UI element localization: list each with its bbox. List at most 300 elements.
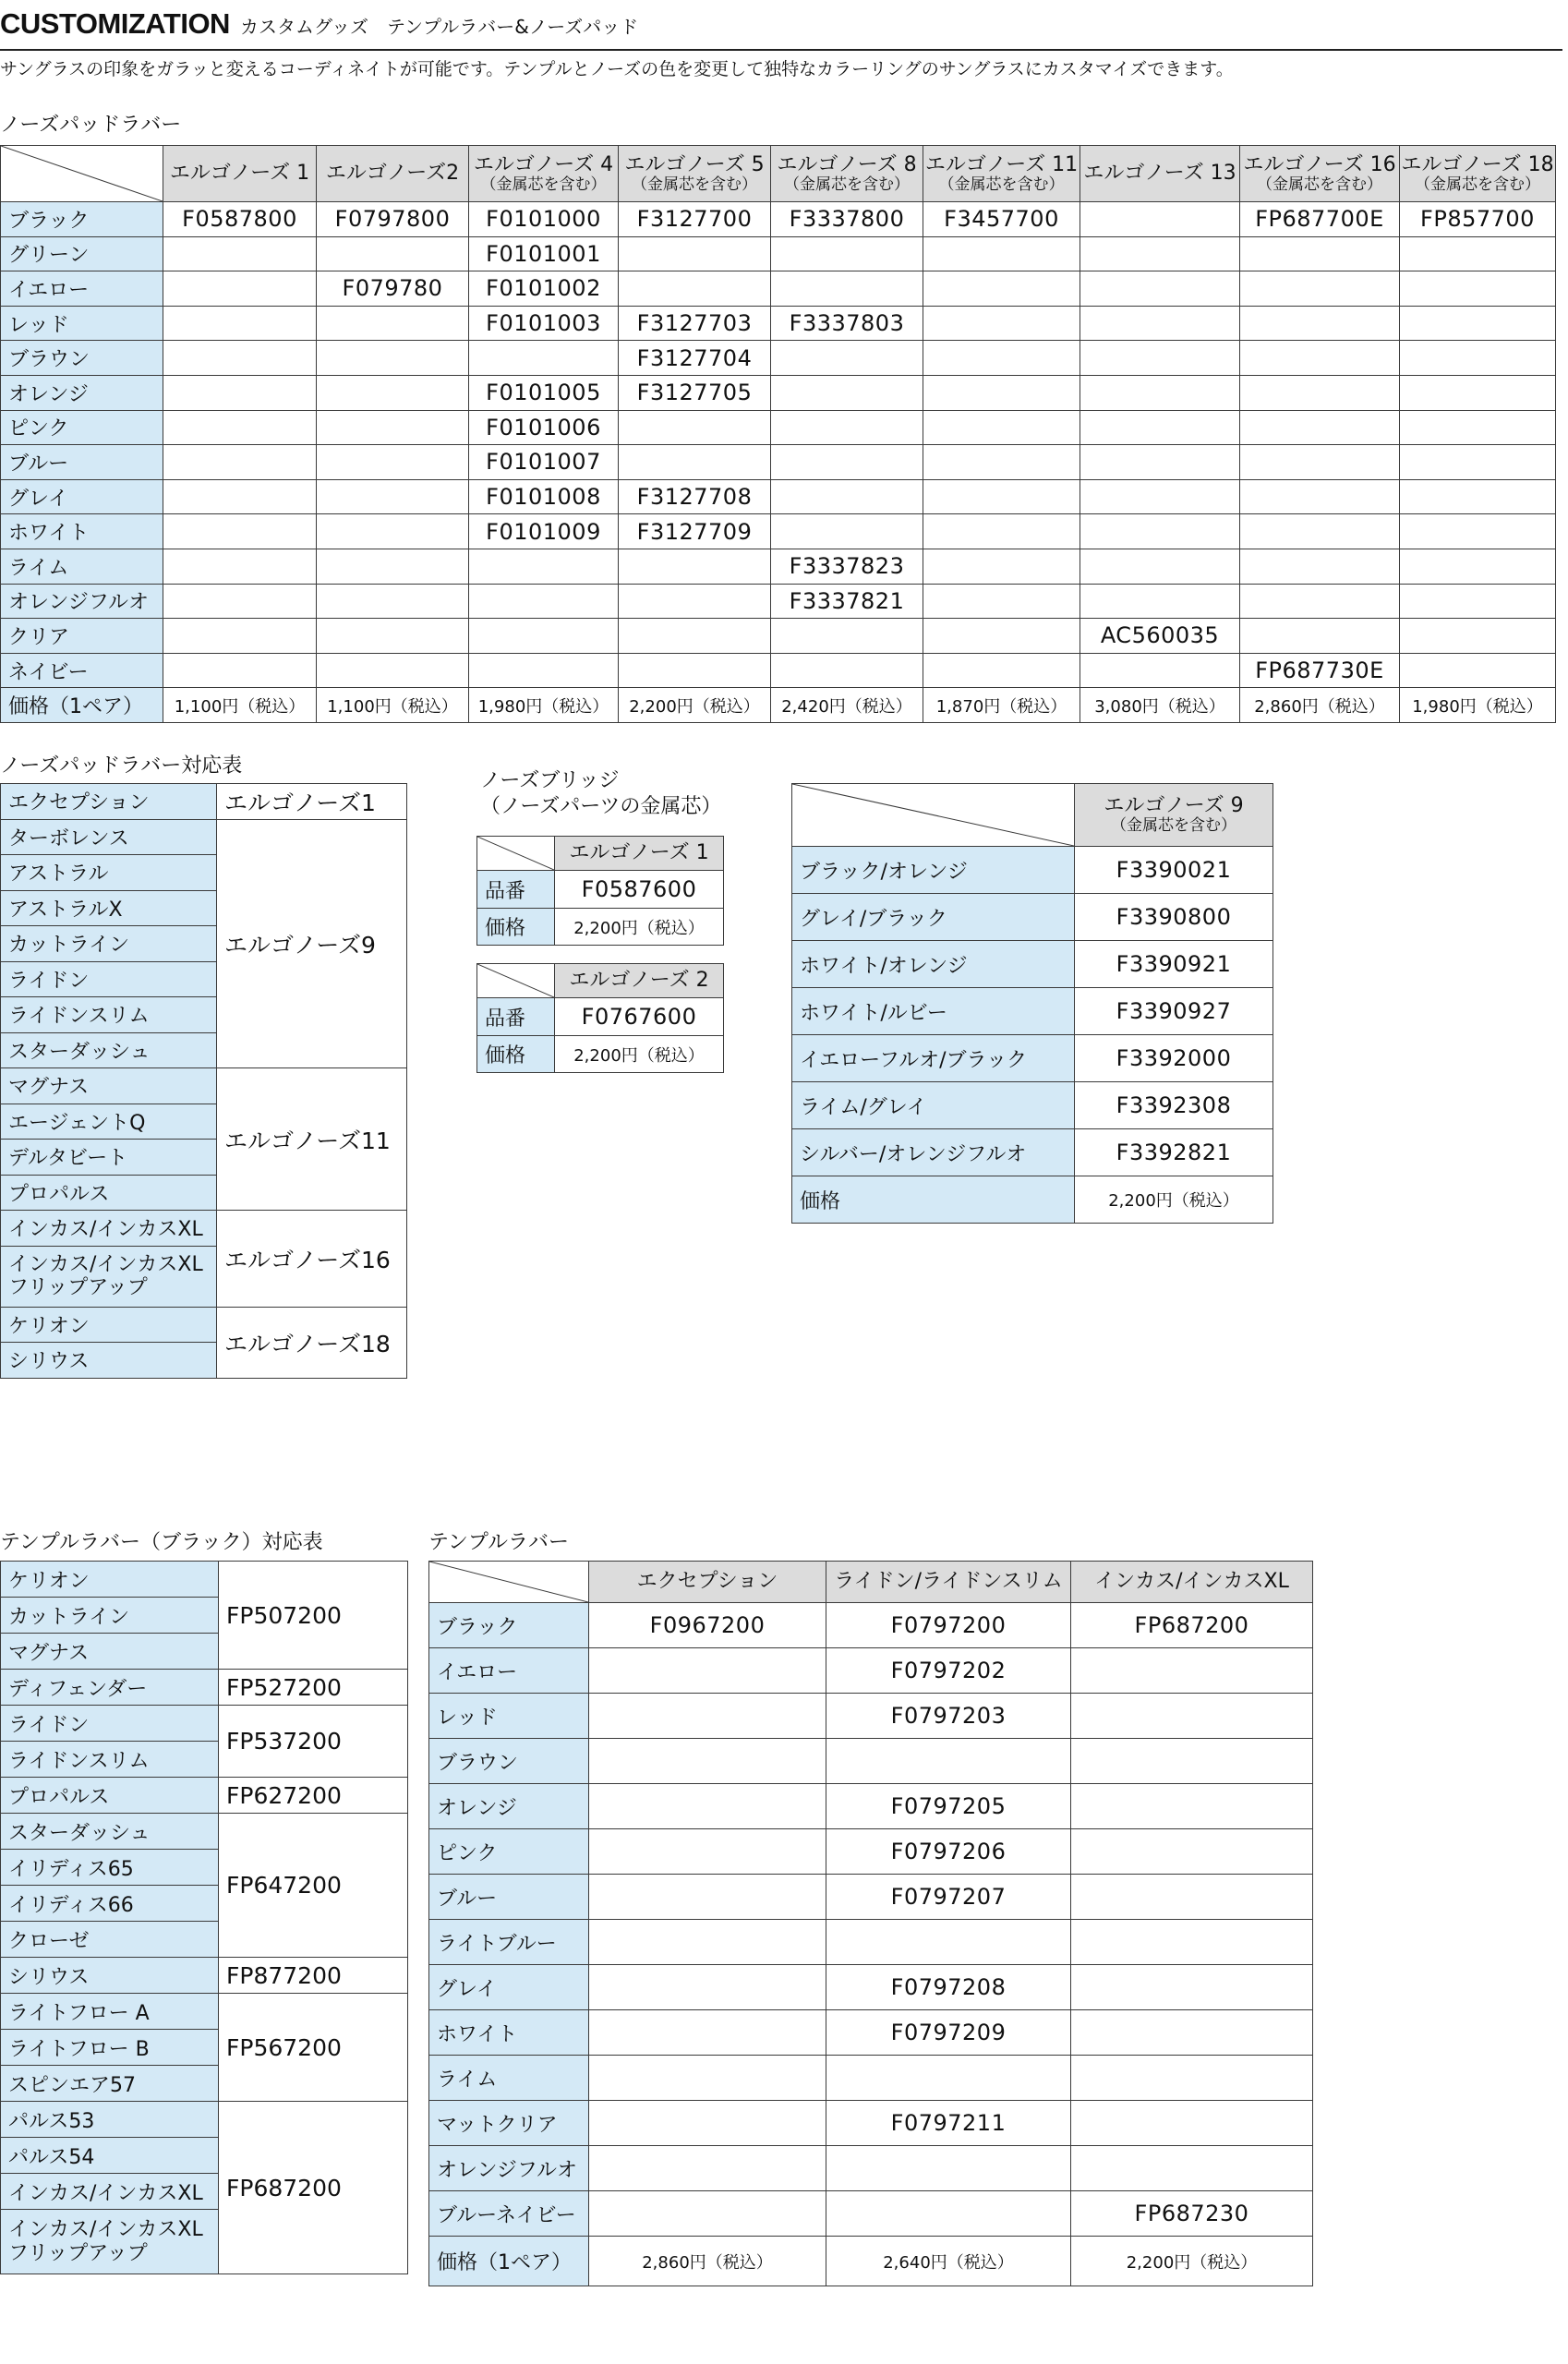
part-number-cell xyxy=(1080,479,1240,514)
part-number-cell xyxy=(469,584,619,619)
column-subname: （金属芯を含む） xyxy=(1257,175,1382,194)
row-label: グリーン xyxy=(1,236,163,271)
model-name: ライトフロー A xyxy=(1,1994,219,2030)
part-number-cell xyxy=(923,236,1080,271)
corner-cell xyxy=(1,146,163,202)
part-number-cell: F0767600 xyxy=(555,998,724,1036)
part-number-cell: F3390921 xyxy=(1075,941,1273,988)
page-subtitle: カスタムグッズ テンプルラバー&ノーズパッド xyxy=(240,16,639,38)
part-number-cell xyxy=(1071,1784,1313,1829)
model-name: マグナス xyxy=(1,1634,219,1670)
part-number-cell xyxy=(589,1829,826,1875)
part-number-cell: F0797209 xyxy=(826,2010,1071,2056)
column-header xyxy=(1400,146,1556,202)
table-row xyxy=(1,653,1556,688)
part-number-cell: F3390800 xyxy=(1075,894,1273,941)
part-number-cell xyxy=(163,653,317,688)
table-row xyxy=(429,2191,1313,2237)
part-number-cell xyxy=(469,619,619,654)
model-name: ケリオン xyxy=(1,1562,219,1598)
part-number-cell xyxy=(163,619,317,654)
part-number-cell: AC560035 xyxy=(1080,619,1240,654)
temple-rubber-table xyxy=(428,1561,1313,2286)
table-row xyxy=(1,1706,408,1742)
part-number-cell xyxy=(1071,1829,1313,1875)
part-number-cell: F0101007 xyxy=(469,445,619,480)
price-label: 価格 xyxy=(477,909,555,946)
row-label: マットクリア xyxy=(429,2101,589,2146)
model-name: シリウス xyxy=(1,1343,217,1379)
part-number-cell: F0101003 xyxy=(469,306,619,341)
column-subname: （金属芯を含む） xyxy=(938,175,1065,194)
table-row xyxy=(429,1965,1313,2010)
diagonal-line xyxy=(477,837,554,870)
table-row xyxy=(1,584,1556,619)
model-name: パルス54 xyxy=(1,2138,219,2174)
price-cell: 1,980円（税込） xyxy=(469,688,619,723)
part-number-cell xyxy=(1400,479,1556,514)
table-row xyxy=(1,341,1556,376)
table-row xyxy=(1,479,1556,514)
nose-pad-table xyxy=(0,145,1556,723)
part-number-cell xyxy=(1240,514,1400,549)
page-header xyxy=(0,7,1562,51)
part-number-cell: FP687700E xyxy=(1240,202,1400,237)
part-number-cell xyxy=(619,271,771,307)
model-name: アストラルX xyxy=(1,890,217,926)
part-number-cell xyxy=(317,445,469,480)
row-label: ホワイト/ルビー xyxy=(792,988,1075,1035)
part-number-cell xyxy=(923,306,1080,341)
price-cell: 2,420円（税込） xyxy=(771,688,923,723)
model-name: マグナス xyxy=(1,1068,217,1104)
part-number-cell xyxy=(163,584,317,619)
row-label: ブルーネイビー xyxy=(429,2191,589,2237)
part-number-cell xyxy=(826,2191,1071,2237)
part-number-cell xyxy=(1240,479,1400,514)
table-row xyxy=(792,894,1273,941)
part-number-cell xyxy=(771,479,923,514)
row-label: ホワイト xyxy=(429,2010,589,2056)
part-number-cell: F3127704 xyxy=(619,341,771,376)
table-row xyxy=(792,847,1273,894)
row-label: 品番 xyxy=(477,998,555,1036)
part-number-cell xyxy=(1080,410,1240,445)
column-header xyxy=(1240,146,1400,202)
column-header xyxy=(619,146,771,202)
model-name: インカス/インカスXL xyxy=(1,1211,217,1247)
table-row xyxy=(429,2101,1313,2146)
part-number-cell xyxy=(469,653,619,688)
part-number-cell: F0797206 xyxy=(826,1829,1071,1875)
model-name: ライドン xyxy=(1,1706,219,1742)
part-number-cell: F3127705 xyxy=(619,375,771,410)
nose-bridge-table xyxy=(476,963,724,1073)
table-row xyxy=(429,1648,1313,1694)
part-number-cell xyxy=(589,1694,826,1739)
part-number-cell: F0101002 xyxy=(469,271,619,307)
part-number-cell xyxy=(826,2056,1071,2101)
row-label: オレンジ xyxy=(1,375,163,410)
corner-cell xyxy=(477,964,555,998)
nose-bridge-title-line2: （ノーズパーツの金属芯） xyxy=(480,794,722,818)
table-row xyxy=(429,1694,1313,1739)
part-number-cell xyxy=(1080,514,1240,549)
part-number-cell xyxy=(163,479,317,514)
part-number-cell xyxy=(1240,410,1400,445)
part-number-cell xyxy=(589,1784,826,1829)
part-number-cell: F3457700 xyxy=(923,202,1080,237)
part-number-cell: FP877200 xyxy=(219,1958,408,1994)
part-number-cell: FP627200 xyxy=(219,1778,408,1814)
model-name: ライトフロー B xyxy=(1,2030,219,2066)
part-number-cell: FP537200 xyxy=(219,1706,408,1778)
part-number-cell xyxy=(1080,584,1240,619)
column-name: エルゴノーズ 8 xyxy=(777,152,917,176)
column-header xyxy=(923,146,1080,202)
part-number-cell xyxy=(1400,549,1556,584)
part-number-cell: FP507200 xyxy=(219,1562,408,1670)
part-number-cell: F3127703 xyxy=(619,306,771,341)
part-number-cell: F0797800 xyxy=(317,202,469,237)
table-row xyxy=(1,445,1556,480)
price-cell: 2,640円（税込） xyxy=(826,2237,1071,2286)
table-row xyxy=(429,1739,1313,1784)
part-number-cell xyxy=(1240,584,1400,619)
part-number-cell: F0101008 xyxy=(469,479,619,514)
nose-type: エルゴノーズ9 xyxy=(217,819,407,1068)
part-number-cell: F3337803 xyxy=(771,306,923,341)
part-number-cell xyxy=(163,549,317,584)
diagonal-line xyxy=(429,1562,588,1602)
price-cell: 1,100円（税込） xyxy=(163,688,317,723)
model-name: カットライン xyxy=(1,1598,219,1634)
column-name: エルゴノーズ 9 xyxy=(1104,794,1244,818)
row-label: ブラック xyxy=(429,1603,589,1648)
part-number-cell: FP687730E xyxy=(1240,653,1400,688)
model-name: ライドン xyxy=(1,961,217,997)
part-number-cell: F3127709 xyxy=(619,514,771,549)
part-number-cell xyxy=(923,479,1080,514)
price-cell: 2,860円（税込） xyxy=(589,2237,826,2286)
row-label: グレイ/ブラック xyxy=(792,894,1075,941)
part-number-cell xyxy=(1080,202,1240,237)
table-row xyxy=(1,1994,408,2030)
part-number-cell xyxy=(1080,445,1240,480)
nose-bridge-title-line1: ノーズブリッジ xyxy=(480,769,620,792)
price-row xyxy=(1,688,1556,723)
part-number-cell xyxy=(826,1739,1071,1784)
part-number-cell xyxy=(163,271,317,307)
row-label: グレイ xyxy=(429,1965,589,2010)
part-number-cell xyxy=(1400,236,1556,271)
part-number-cell xyxy=(1071,2056,1313,2101)
corner-cell xyxy=(792,784,1075,847)
part-number-cell xyxy=(589,1875,826,1920)
model-name: インカス/インカスXL フリップアップ xyxy=(1,2210,219,2274)
part-number-cell xyxy=(923,445,1080,480)
column-header xyxy=(1080,146,1240,202)
table-row xyxy=(1,549,1556,584)
row-label: ライム xyxy=(429,2056,589,2101)
part-number-cell xyxy=(619,236,771,271)
part-number-cell: F0101006 xyxy=(469,410,619,445)
part-number-cell xyxy=(619,549,771,584)
row-label: ピンク xyxy=(1,410,163,445)
model-name: プロパルス xyxy=(1,1175,217,1211)
table-row xyxy=(1,619,1556,654)
part-number-cell xyxy=(923,549,1080,584)
column-subname: （金属芯を含む） xyxy=(1415,175,1540,194)
part-number-cell xyxy=(1071,1694,1313,1739)
part-number-cell xyxy=(1240,619,1400,654)
part-number-cell xyxy=(163,341,317,376)
part-number-cell xyxy=(771,514,923,549)
row-label: ホワイト xyxy=(1,514,163,549)
model-name: エージェントQ xyxy=(1,1104,217,1140)
model-name: クローゼ xyxy=(1,1922,219,1958)
price-cell: 2,200円（税込） xyxy=(555,909,724,946)
nose-bridge-table xyxy=(476,836,724,946)
column-subname: （金属芯を含む） xyxy=(632,175,757,194)
column-header: エルゴノーズ 1 xyxy=(555,837,724,871)
model-name: デルタビート xyxy=(1,1140,217,1176)
part-number-cell xyxy=(771,271,923,307)
part-number-cell: F0101000 xyxy=(469,202,619,237)
part-number-cell xyxy=(1071,2101,1313,2146)
column-header: エクセプション xyxy=(589,1562,826,1603)
column-name: エルゴノーズ 4 xyxy=(473,152,614,176)
part-number-cell xyxy=(619,619,771,654)
column-header xyxy=(771,146,923,202)
part-number-cell: F0101005 xyxy=(469,375,619,410)
price-cell: 1,980円（税込） xyxy=(1400,688,1556,723)
nose-pad-title: ノーズパッドラバー xyxy=(0,114,182,137)
row-label: イエローフルオ/ブラック xyxy=(792,1035,1075,1082)
row-label: ブルー xyxy=(429,1875,589,1920)
part-number-cell: FP687230 xyxy=(1071,2191,1313,2237)
table-row xyxy=(429,2056,1313,2101)
table-row xyxy=(1,1068,407,1104)
table-row xyxy=(429,1829,1313,1875)
model-name: ケリオン xyxy=(1,1307,217,1343)
diagonal-line xyxy=(1,146,163,201)
part-number-cell xyxy=(619,584,771,619)
part-number-cell xyxy=(1400,341,1556,376)
part-number-cell: F0101009 xyxy=(469,514,619,549)
table-row xyxy=(792,784,1273,847)
row-label: ブラウン xyxy=(1,341,163,376)
part-number-cell: F3392000 xyxy=(1075,1035,1273,1082)
part-number-cell: F3127708 xyxy=(619,479,771,514)
part-number-cell xyxy=(923,375,1080,410)
corner-cell xyxy=(477,837,555,871)
part-number-cell xyxy=(1400,410,1556,445)
part-number-cell xyxy=(589,2010,826,2056)
part-number-cell xyxy=(619,410,771,445)
column-header xyxy=(317,146,469,202)
table-row xyxy=(429,1603,1313,1648)
row-label: オレンジフルオ xyxy=(429,2146,589,2191)
row-label: ライム/グレイ xyxy=(792,1082,1075,1129)
price-row xyxy=(429,2237,1313,2286)
price-label: 価格 xyxy=(477,1036,555,1073)
corner-cell xyxy=(429,1562,589,1603)
part-number-cell xyxy=(1400,271,1556,307)
part-number-cell xyxy=(1240,341,1400,376)
part-number-cell: FP567200 xyxy=(219,1994,408,2102)
row-label: グレイ xyxy=(1,479,163,514)
part-number-cell: F0101001 xyxy=(469,236,619,271)
part-number-cell xyxy=(317,479,469,514)
ergo-nose-9-table xyxy=(791,783,1273,1224)
part-number-cell xyxy=(317,375,469,410)
part-number-cell xyxy=(1400,445,1556,480)
column-header xyxy=(469,146,619,202)
part-number-cell: F0797202 xyxy=(826,1648,1071,1694)
part-number-cell xyxy=(1080,375,1240,410)
part-number-cell xyxy=(589,2146,826,2191)
part-number-cell xyxy=(771,445,923,480)
part-number-cell xyxy=(317,236,469,271)
model-name: エクセプション xyxy=(1,784,217,820)
row-label: イエロー xyxy=(1,271,163,307)
part-number-cell xyxy=(163,236,317,271)
price-row xyxy=(792,1176,1273,1224)
part-number-cell xyxy=(469,341,619,376)
column-header: ライドン/ライドンスリム xyxy=(826,1562,1071,1603)
part-number-cell xyxy=(1240,236,1400,271)
part-number-cell: F0967200 xyxy=(589,1603,826,1648)
table-row xyxy=(1,784,407,820)
table-row xyxy=(1,1814,408,1850)
part-number-cell xyxy=(163,375,317,410)
row-label: オレンジフルオ xyxy=(1,584,163,619)
part-number-cell xyxy=(317,514,469,549)
part-number-cell xyxy=(771,375,923,410)
part-number-cell xyxy=(826,1920,1071,1965)
model-name: シリウス xyxy=(1,1958,219,1994)
table-row xyxy=(1,819,407,855)
row-label: ピンク xyxy=(429,1829,589,1875)
part-number-cell: F079780 xyxy=(317,271,469,307)
diagonal-line xyxy=(792,784,1074,846)
page-description: サングラスの印象をガラッと変えるコーディネイトが可能です。テンプルとノーズの色を変更して独特なカラーリングのサングラスにカスタマイズできます。 xyxy=(0,59,1234,79)
column-subname: （金属芯を含む） xyxy=(1111,816,1236,836)
part-number-cell: FP857700 xyxy=(1400,202,1556,237)
part-number-cell xyxy=(589,1648,826,1694)
table-row xyxy=(792,1035,1273,1082)
column-header: インカス/インカスXL xyxy=(1071,1562,1313,1603)
part-number-cell xyxy=(1240,549,1400,584)
part-number-cell xyxy=(1071,1965,1313,2010)
column-name: エルゴノーズ 5 xyxy=(624,152,765,176)
table-row xyxy=(429,1784,1313,1829)
part-number-cell: F0797207 xyxy=(826,1875,1071,1920)
table-row xyxy=(429,1920,1313,1965)
row-label: ライトブルー xyxy=(429,1920,589,1965)
column-header xyxy=(163,146,317,202)
part-number-cell xyxy=(1071,2010,1313,2056)
part-number-cell: F3127700 xyxy=(619,202,771,237)
part-number-cell xyxy=(923,410,1080,445)
price-cell: 3,080円（税込） xyxy=(1080,688,1240,723)
part-number-cell: F3392308 xyxy=(1075,1082,1273,1129)
model-name: スピンエア57 xyxy=(1,2066,219,2102)
part-number-cell xyxy=(163,410,317,445)
model-name: カットライン xyxy=(1,926,217,962)
table-row xyxy=(477,837,724,871)
part-number-cell xyxy=(923,584,1080,619)
part-number-cell xyxy=(1071,2146,1313,2191)
part-number-cell: F3337821 xyxy=(771,584,923,619)
table-row xyxy=(1,1670,408,1706)
part-number-cell xyxy=(1400,619,1556,654)
model-name: スターダッシュ xyxy=(1,1032,217,1068)
part-number-cell: F0587600 xyxy=(555,871,724,909)
part-number-cell xyxy=(163,445,317,480)
part-number-cell: F0587800 xyxy=(163,202,317,237)
table-row xyxy=(477,998,724,1036)
row-label: ネイビー xyxy=(1,653,163,688)
table-row xyxy=(792,1129,1273,1176)
model-name: ディフェンダー xyxy=(1,1670,219,1706)
part-number-cell xyxy=(1240,271,1400,307)
temple-compat-table xyxy=(0,1561,408,2274)
part-number-cell xyxy=(589,2101,826,2146)
part-number-cell: F0797205 xyxy=(826,1784,1071,1829)
column-name: エルゴノーズ2 xyxy=(325,161,460,185)
part-number-cell xyxy=(589,1920,826,1965)
price-cell: 1,870円（税込） xyxy=(923,688,1080,723)
part-number-cell xyxy=(771,236,923,271)
table-row xyxy=(1,410,1556,445)
part-number-cell xyxy=(771,653,923,688)
model-name: インカス/インカスXL フリップアップ xyxy=(1,1246,217,1307)
part-number-cell xyxy=(317,584,469,619)
part-number-cell xyxy=(619,445,771,480)
column-name: エルゴノーズ 16 xyxy=(1243,152,1396,176)
nose-type: エルゴノーズ18 xyxy=(217,1307,407,1378)
table-row xyxy=(1,1307,407,1343)
part-number-cell xyxy=(589,2056,826,2101)
column-name: エルゴノーズ 1 xyxy=(169,161,310,185)
row-label: ブラック/オレンジ xyxy=(792,847,1075,894)
column-subname: （金属芯を含む） xyxy=(480,175,607,194)
part-number-cell xyxy=(923,514,1080,549)
table-row xyxy=(1,375,1556,410)
part-number-cell xyxy=(923,619,1080,654)
model-name: ライドンスリム xyxy=(1,1742,219,1778)
part-number-cell: FP647200 xyxy=(219,1814,408,1958)
model-name: スターダッシュ xyxy=(1,1814,219,1850)
part-number-cell xyxy=(1400,653,1556,688)
part-number-cell xyxy=(1240,306,1400,341)
part-number-cell: F3390021 xyxy=(1075,847,1273,894)
part-number-cell xyxy=(771,410,923,445)
table-row xyxy=(429,1875,1313,1920)
part-number-cell xyxy=(771,341,923,376)
row-label: クリア xyxy=(1,619,163,654)
row-label: ブルー xyxy=(1,445,163,480)
part-number-cell xyxy=(1400,306,1556,341)
part-number-cell: FP687200 xyxy=(1071,1603,1313,1648)
table-row xyxy=(1,202,1556,237)
table-row xyxy=(792,941,1273,988)
part-number-cell xyxy=(1080,271,1240,307)
part-number-cell xyxy=(1071,1648,1313,1694)
part-number-cell xyxy=(317,341,469,376)
